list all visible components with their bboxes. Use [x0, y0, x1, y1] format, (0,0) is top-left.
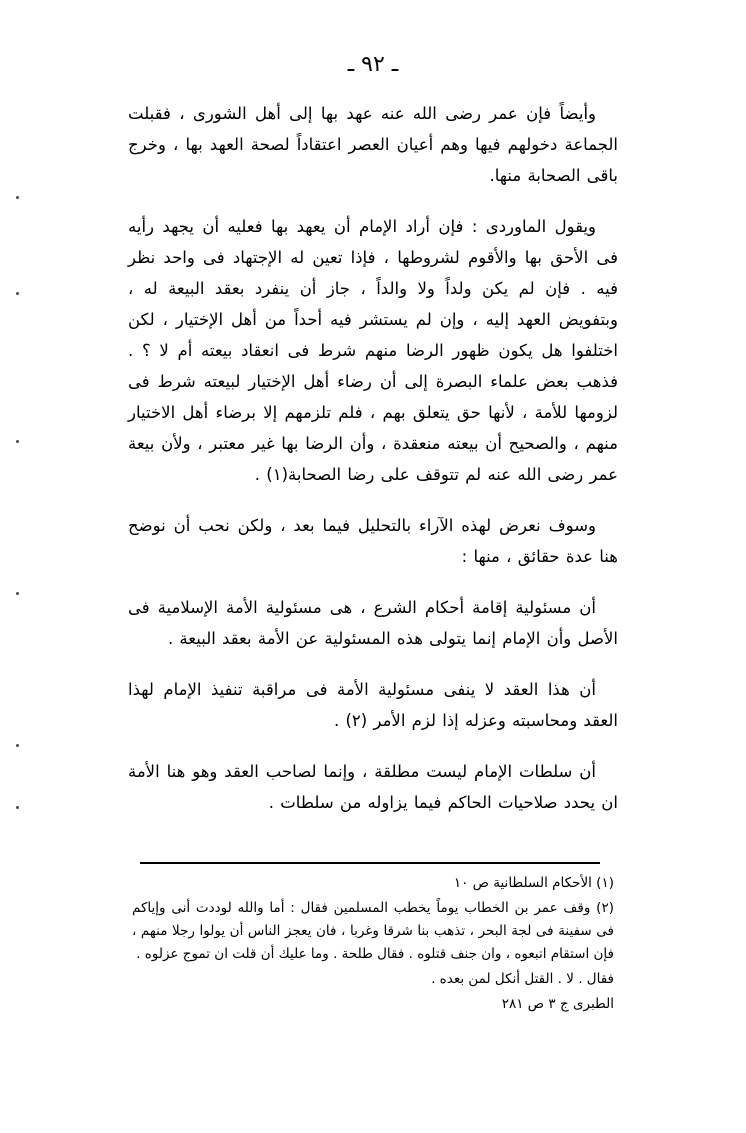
footnotes — [132, 872, 614, 1018]
paragraph: أن سلطات الإمام ليست مطلقة ، وإنما لصاحب العقد وهو هنا الأمة ان يحدد صلاحيات الحاكم فيما يزاوله من سلطات . — [128, 762, 618, 812]
footnote-item: (١) الأحكام السلطانية ص ١٠ — [453, 875, 614, 891]
scan-speckle — [16, 196, 19, 199]
paragraph: ويقول الماوردى : فإن أراد الإمام أن يعهد بها فعليه أن يجهد رأيه فى الأحق بها والأقوم لشروطها ، فإذا تعين له الإجتهاد فى واحد نظر فيه . فإن لم يكن ولداً ولا والداً ، جاز أن ينفرد بعقد البيعة له ، وبتفويض العهد إليه ، وإن لم يستشر فيه أحداً من أهل الإختيار ، لكن اختلفوا هل يكون ظهور الرضا منهم شرط فى انعقاد بيعته أم لا ؟ . فذهب بعض علماء البصرة إلى أن رضاء أهل الإختيار لبيعته شرط فى لزومها للأمة ، لأنها حق يتعلق بهم ، فلم تلزمهم إلا برضاء أهل الاختيار منهم ، والصحيح أن بيعته منعقدة ، وأن الرضا بها غير معتبر ، ولأن بيعة عمر رضى الله عنه لم تتوقف على رضا الصحابة(١) . — [128, 217, 618, 484]
paragraph: وسوف نعرض لهذه الآراء بالتحليل فيما بعد ، ولكن نحب أن نوضح هنا عدة حقائق ، منها : — [128, 516, 618, 566]
footnote-item: (٢) وقف عمر بن الخطاب يوماً يخطب المسلمين فقال : أما والله لوددت أنى وإياكم فى سفينة فى لجة البحر ، تذهب بنا شرقا وغربا ، فان يعجز الناس أن يولوا رجلا منهم ، فإن استقام اتبعوه ، وان جنف قتلوه . فقال طلحة . وما عليك أن قلت ان تموج عزلوه . — [132, 900, 614, 962]
body-text — [128, 98, 618, 838]
page-number: ـ ٩٢ ـ — [347, 52, 399, 77]
paragraph: أن هذا العقد لا ينفى مسئولية الأمة فى مراقبة تنفيذ الإمام لهذا العقد ومحاسبته وعزله إذا لزم الأمر (٢) . — [128, 680, 618, 730]
scan-speckle — [16, 744, 19, 747]
scan-speckle — [16, 592, 19, 595]
paragraph: وأيضاً فإن عمر رضى الله عنه عهد بها إلى أهل الشورى ، فقبلت الجماعة دخولهم فيها وهم أعيان العصر اعتقاداً لصحة العهد بها ، وخرج باقى الصحابة منها. — [128, 104, 618, 185]
scan-speckle — [16, 440, 19, 443]
scan-speckle — [16, 292, 19, 295]
footnote-source: الطبرى ج ٣ ص ٢٨١ — [501, 996, 614, 1012]
paragraph: أن مسئولية إقامة أحكام الشرع ، هى مسئولية الأمة الإسلامية فى الأصل وأن الإمام إنما يتولى هذه المسئولية عن الأمة بعقد البيعة . — [128, 598, 618, 648]
scan-speckle — [16, 806, 19, 809]
footnote-item: فقال . لا . القتل أنكل لمن بعده . — [431, 971, 614, 987]
footnote-divider — [140, 862, 600, 864]
